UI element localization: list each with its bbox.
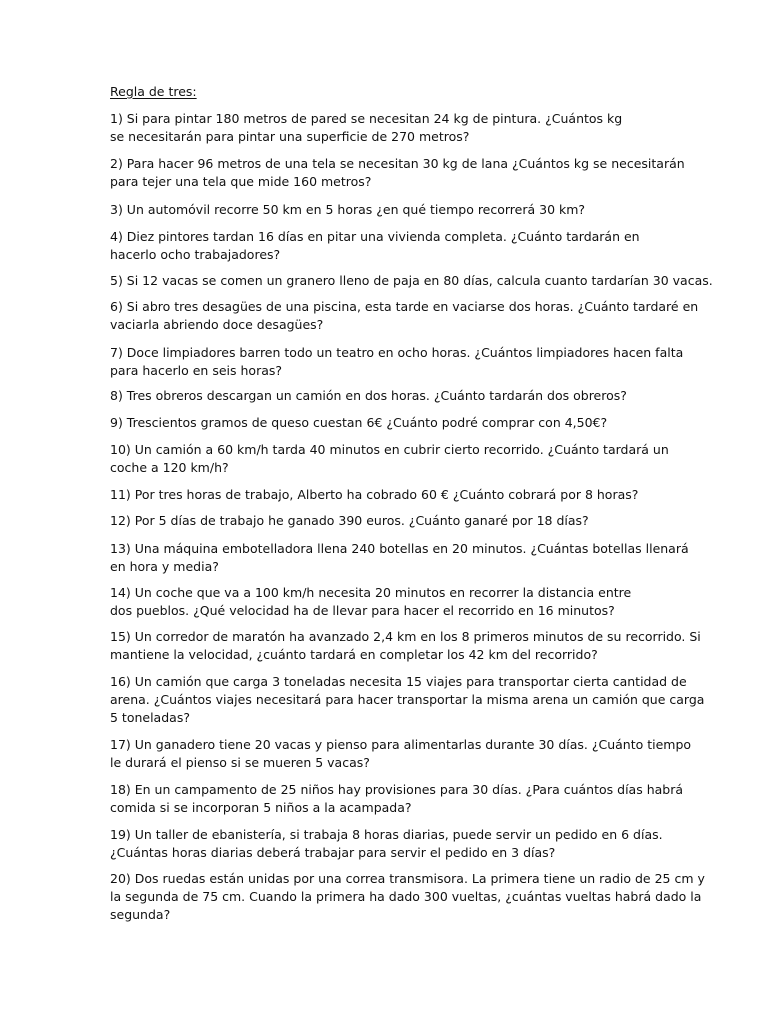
problem-15-line-2: mantiene la velocidad, ¿cuánto tardará en completar los 42 km del recorrido?: [110, 647, 598, 662]
problem-4: [110, 228, 670, 264]
problem-16-line-1: 16) Un camión que carga 3 toneladas necesita 15 viajes para transportar cierta cantidad de: [110, 674, 687, 689]
problem-13-line-2: en hora y media?: [110, 559, 219, 574]
problem-18-line-1: 18) En un campamento de 25 niños hay provisiones para 30 días. ¿Para cuántos días habrá: [110, 782, 684, 797]
problem-12: [110, 512, 670, 530]
problem-8: [110, 387, 670, 405]
page-title: Regla de tres:: [110, 84, 197, 99]
problem-1-line-1: 1) Si para pintar 180 metros de pared se necesitan 24 kg de pintura. ¿Cuántos kg: [110, 111, 623, 126]
problem-17: [110, 736, 692, 772]
problem-3-line-1: 3) Un automóvil recorre 50 km en 5 horas ¿en qué tiempo recorrerá 30 km?: [110, 202, 586, 217]
problem-18: [110, 781, 684, 817]
problem-8-line-1: 8) Tres obreros descargan un camión en dos horas. ¿Cuánto tardarán dos obreros?: [110, 388, 627, 403]
problem-11: [110, 486, 670, 504]
problem-14-line-2: dos pueblos. ¿Qué velocidad ha de llevar para hacer el recorrido en 16 minutos?: [110, 603, 615, 618]
problem-15: [110, 628, 701, 664]
problem-18-line-2: comida si se incorporan 5 niños a la acampada?: [110, 800, 412, 815]
problem-13: [110, 540, 689, 576]
problem-20: [110, 870, 705, 924]
problem-1: [110, 110, 670, 146]
problem-7-line-1: 7) Doce limpiadores barren todo un teatro en ocho horas. ¿Cuántos limpiadores hacen falta: [110, 345, 684, 360]
problem-20-line-3: segunda?: [110, 907, 171, 922]
problem-2-line-1: 2) Para hacer 96 metros de una tela se necesitan 30 kg de lana ¿Cuántos kg se necesitarán: [110, 156, 685, 171]
problem-2: [110, 155, 685, 191]
problem-13-line-1: 13) Una máquina embotelladora llena 240 botellas en 20 minutos. ¿Cuántas botellas llenará: [110, 541, 689, 556]
problem-5-line-1: 5) Si 12 vacas se comen un granero lleno de paja en 80 días, calcula cuanto tardarían 30 vacas.: [110, 273, 713, 288]
problem-19-line-1: 19) Un taller de ebanistería, si trabaja 8 horas diarias, puede servir un pedido en 6 días.: [110, 827, 663, 842]
problem-9-line-1: 9) Trescientos gramos de queso cuestan 6€ ¿Cuánto podré comprar con 4,50€?: [110, 415, 608, 430]
problem-6-line-2: vaciarla abriendo doce desagües?: [110, 317, 324, 332]
problem-10: [110, 441, 670, 477]
problem-20-line-2: la segunda de 75 cm. Cuando la primera ha dado 300 vueltas, ¿cuántas vueltas habrá dado la: [110, 889, 702, 904]
problem-9: [110, 414, 670, 432]
problem-16: [110, 673, 705, 727]
problem-17-line-1: 17) Un ganadero tiene 20 vacas y pienso para alimentarlas durante 30 días. ¿Cuánto tiempo: [110, 737, 692, 752]
problem-17-line-2: le durará el pienso si se mueren 5 vacas?: [110, 755, 370, 770]
problem-20-line-1: 20) Dos ruedas están unidas por una correa transmisora. La primera tiene un radio de 25 cm y: [110, 871, 705, 886]
problem-3: [110, 201, 670, 219]
problem-10-line-1: 10) Un camión a 60 km/h tarda 40 minutos en cubrir cierto recorrido. ¿Cuánto tardará un: [110, 442, 669, 457]
problem-7: [110, 344, 684, 380]
problem-14-line-1: 14) Un coche que va a 100 km/h necesita 20 minutos en recorrer la distancia entre: [110, 585, 632, 600]
problem-5: [110, 272, 713, 290]
problem-6-line-1: 6) Si abro tres desagües de una piscina, esta tarde en vaciarse dos horas. ¿Cuánto tardaré en: [110, 299, 699, 314]
problem-16-line-2: arena. ¿Cuántos viajes necesitará para hacer transportar la misma arena un camión que carga: [110, 692, 705, 707]
problem-19: [110, 826, 670, 862]
problem-2-line-2: para tejer una tela que mide 160 metros?: [110, 174, 372, 189]
problem-1-line-2: se necesitarán para pintar una superficie de 270 metros?: [110, 129, 470, 144]
problem-4-line-2: hacerlo ocho trabajadores?: [110, 247, 281, 262]
problem-7-line-2: para hacerlo en seis horas?: [110, 363, 283, 378]
problem-16-line-3: 5 toneladas?: [110, 710, 190, 725]
problem-10-line-2: coche a 120 km/h?: [110, 460, 229, 475]
problem-19-line-2: ¿Cuántas horas diarias deberá trabajar para servir el pedido en 3 días?: [110, 845, 556, 860]
problem-11-line-1: 11) Por tres horas de trabajo, Alberto ha cobrado 60 € ¿Cuánto cobrará por 8 horas?: [110, 487, 639, 502]
problem-4-line-1: 4) Diez pintores tardan 16 días en pitar una vivienda completa. ¿Cuánto tardarán en: [110, 229, 640, 244]
problem-15-line-1: 15) Un corredor de maratón ha avanzado 2,4 km en los 8 primeros minutos de su recorrido. Si: [110, 629, 701, 644]
problem-6: [110, 298, 699, 334]
problem-12-line-1: 12) Por 5 días de trabajo he ganado 390 euros. ¿Cuánto ganaré por 18 días?: [110, 513, 589, 528]
problem-14: [110, 584, 670, 620]
